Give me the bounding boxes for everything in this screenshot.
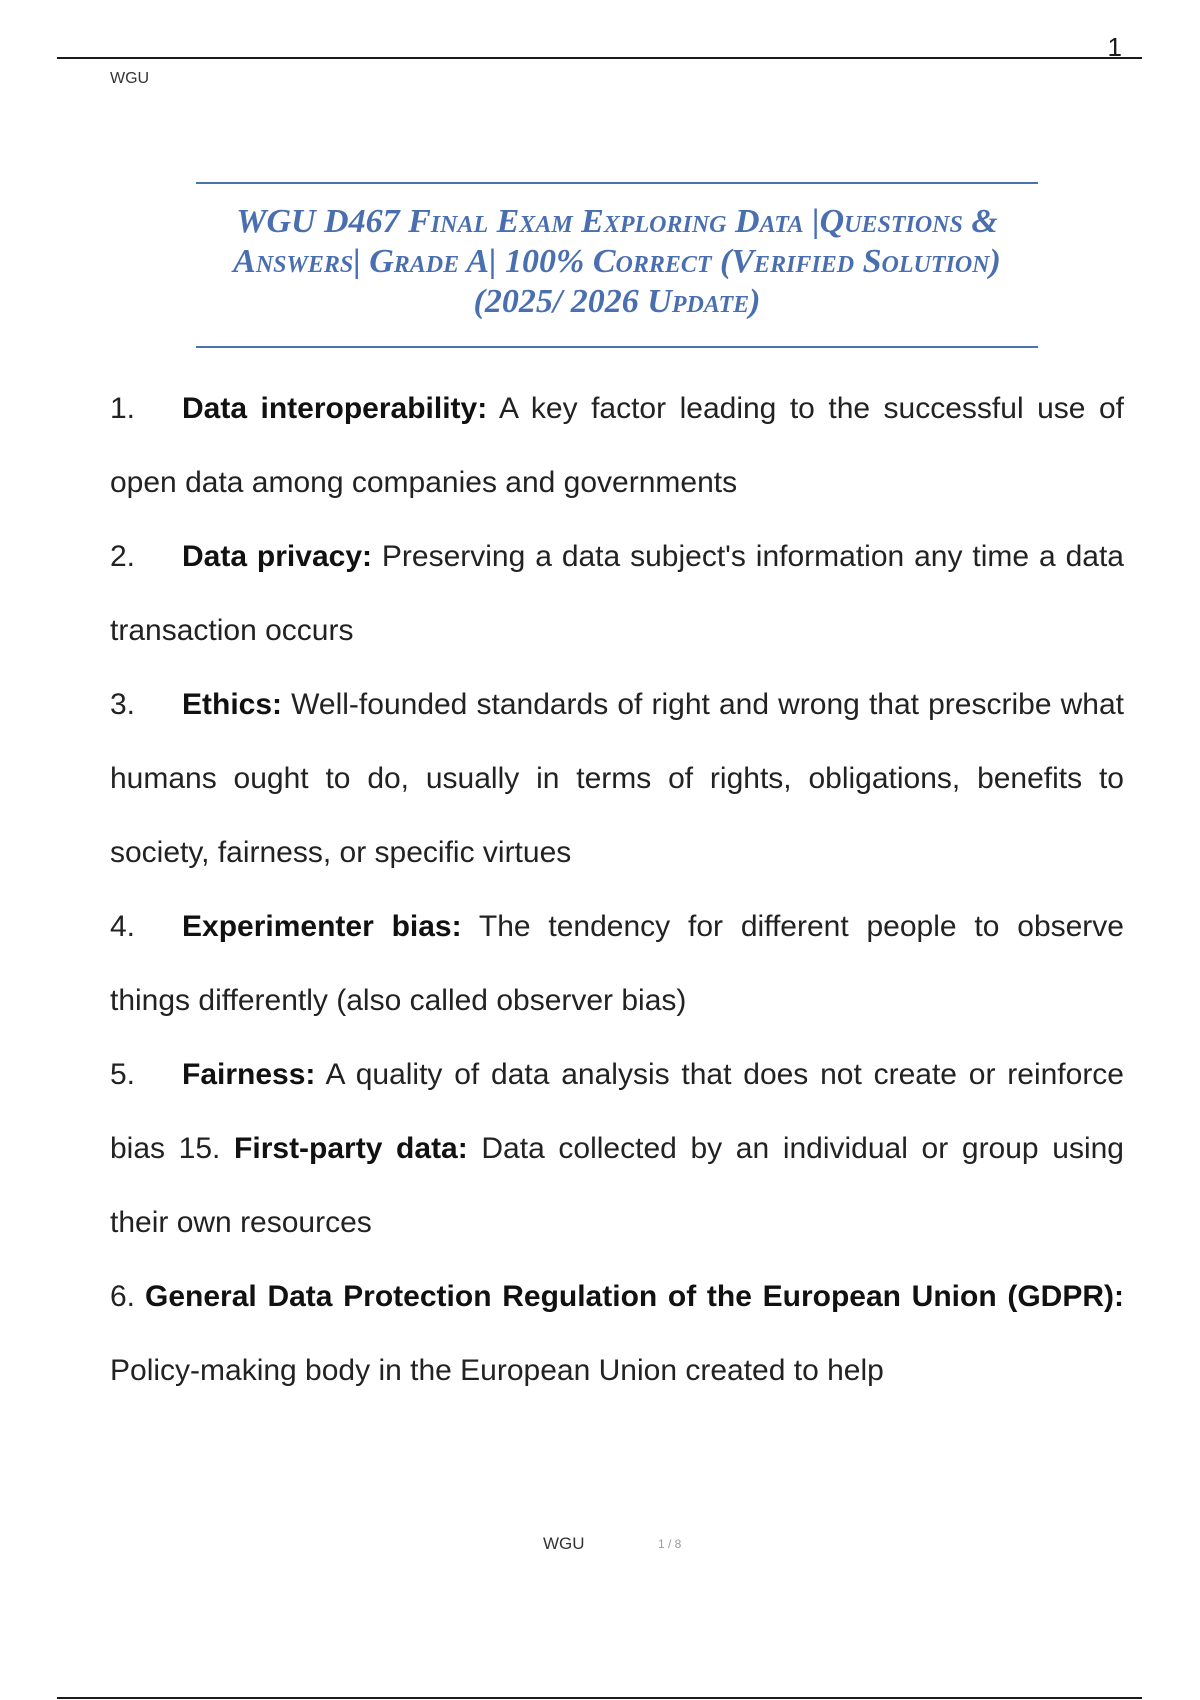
footer-rule: [57, 1697, 1142, 1699]
item-term: Experimenter bias:: [182, 910, 462, 943]
list-item: [110, 1260, 1124, 1408]
item-term: Ethics:: [182, 688, 283, 721]
footer-page-indicator: 1 / 8: [658, 1537, 682, 1551]
title-top-rule: [196, 182, 1038, 184]
glossary-list: [110, 372, 1124, 1408]
item-term-secondary: First-party data:: [234, 1132, 468, 1165]
item-term: Fairness:: [182, 1058, 316, 1091]
list-item: [110, 372, 1124, 520]
item-definition: Preserving a data subject's information any time a data transaction occurs: [110, 540, 1124, 647]
list-item: [110, 1038, 1124, 1260]
document-title: WGU D467 Final Exam Exploring Data |Questions & Answers| Grade A| 100% Correct (Verified Solution) (2025/ 2026 Update): [233, 203, 1001, 320]
page-number: 1: [1107, 32, 1122, 62]
title-block: [196, 182, 1038, 348]
item-definition-secondary: Data collected by an individual or group using their own resources: [110, 1132, 1124, 1239]
item-number: 6.: [110, 1280, 136, 1313]
header-org-label: WGU: [110, 70, 150, 87]
header-rule: [57, 57, 1142, 59]
page-footer: [0, 1534, 1200, 1558]
item-number: 5.: [110, 1058, 136, 1091]
item-term: Data interoperability:: [182, 392, 488, 425]
item-definition: Policy-making body in the European Union created to help: [110, 1354, 884, 1387]
item-number: 2.: [110, 540, 136, 573]
item-term: General Data Protection Regulation of the European Union (GDPR):: [145, 1280, 1124, 1313]
item-number: 3.: [110, 688, 136, 721]
footer-org-label: WGU: [543, 1534, 585, 1553]
title-bottom-rule: [196, 346, 1038, 348]
item-definition: A key factor leading to the successful use of open data among companies and governments: [110, 392, 1124, 499]
item-number: 4.: [110, 910, 136, 943]
item-term: Data privacy:: [182, 540, 372, 573]
list-item: [110, 890, 1124, 1038]
list-item: [110, 668, 1124, 890]
item-definition: The tendency for different people to observe things differently (also called observer bias): [110, 910, 1124, 1017]
item-definition: Well-founded standards of right and wrong that prescribe what humans ought to do, usually in terms of rights, obligations, benefits to society, fairness, or specific virtues: [110, 688, 1124, 869]
list-item: [110, 520, 1124, 668]
item-definition: A quality of data analysis that does not create or reinforce bias 15.: [110, 1058, 1124, 1165]
item-number: 1.: [110, 392, 136, 425]
